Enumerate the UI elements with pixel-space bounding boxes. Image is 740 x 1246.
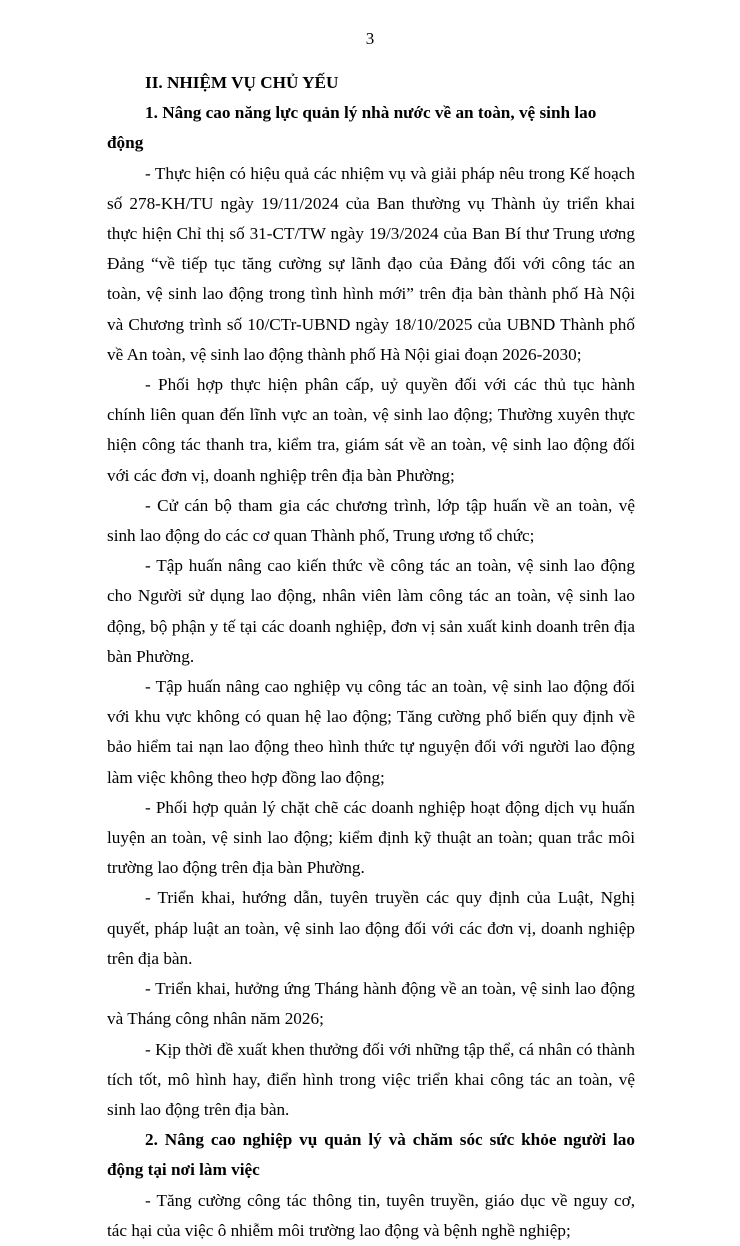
paragraph-6: - Phối hợp quản lý chặt chẽ các doanh nghiệp hoạt động dịch vụ huấn luyện an toàn, vệ sinh lao động; kiểm định kỹ thuật an toàn; quan trắc môi trường lao động trên địa bàn Phường. (107, 797, 635, 878)
section-heading: II. NHIỆM VỤ CHỦ YẾU (145, 73, 339, 92)
paragraph-8: - Triển khai, hưởng ứng Tháng hành động về an toàn, vệ sinh lao động và Tháng công nhân năm 2026; (107, 979, 635, 1029)
paragraph-3: - Cử cán bộ tham gia các chương trình, lớp tập huấn về an toàn, vệ sinh lao động do các cơ quan Thành phố, Trung ương tổ chức; (107, 495, 635, 546)
paragraph-9: - Kịp thời đề xuất khen thưởng đối với những tập thể, cá nhân có thành tích tốt, mô hình hay, điển hình trong việc triển khai công tác an toàn, vệ sinh lao động trên địa bàn. (107, 1039, 635, 1119)
paragraph-list (107, 98, 635, 1246)
paragraph-1: - Thực hiện có hiệu quả các nhiệm vụ và giải pháp nêu trong Kế hoạch số 278-KH/TU ngày 19/11/2024 của Ban thường vụ Thành ủy triển khai thực hiện Chỉ thị số 31-CT/TW ngày 19/3/2024 của Ban Bí thư Trung ương Đảng “về tiếp tục tăng cường sự lãnh đạo của Đảng đối với công tác an toàn, vệ sinh lao động trong tình hình mới” trên địa bàn thành phố Hà Nội và Chương trình số 10/CTr-UBND ngày 18/10/2025 của UBND Thành phố về An toàn, vệ sinh lao động thành phố Hà Nội giai đoạn 2026-2030; (107, 163, 635, 364)
page-number: 3 (365, 29, 375, 48)
paragraph-10: - Tăng cường công tác thông tin, tuyên truyền, giáo dục về nguy cơ, tác hại của việc ô nhiễm môi trường lao động và bệnh nghề nghiệp; (107, 1190, 635, 1240)
subsection-2-heading: 2. Nâng cao nghiệp vụ quản lý và chăm sóc sức khỏe người lao động tại nơi làm việc (107, 1130, 635, 1180)
paragraph-7: - Triển khai, hướng dẫn, tuyên truyền các quy định của Luật, Nghị quyết, pháp luật an toàn, vệ sinh lao động đối với các đơn vị, doanh nghiệp trên địa bàn. (107, 888, 635, 968)
paragraph-2: - Phối hợp thực hiện phân cấp, uỷ quyền đối với các thủ tục hành chính liên quan đến lĩnh vực an toàn, vệ sinh lao động; Thường xuyên thực hiện công tác thanh tra, kiểm tra, giám sát về an toàn, vệ sinh lao động đối với các đơn vị, doanh nghiệp trên địa bàn Phường; (107, 375, 635, 485)
subsection-1-heading: 1. Nâng cao năng lực quản lý nhà nước về an toàn, vệ sinh lao động (107, 103, 597, 153)
paragraph-4: - Tập huấn nâng cao kiến thức về công tác an toàn, vệ sinh lao động cho Người sử dụng lao động, nhân viên làm công tác an toàn, vệ sinh lao động, bộ phận y tế tại các doanh nghiệp, đơn vị sản xuất kinh doanh trên địa bàn Phường. (107, 556, 635, 666)
document-body (107, 68, 635, 1246)
paragraph-5: - Tập huấn nâng cao nghiệp vụ công tác an toàn, vệ sinh lao động đối với khu vực không có quan hệ lao động; Tăng cường phổ biến quy định về bảo hiểm tai nạn lao động theo hình thức tự nguyện đối với người lao động làm việc không theo hợp đồng lao động; (107, 677, 635, 787)
